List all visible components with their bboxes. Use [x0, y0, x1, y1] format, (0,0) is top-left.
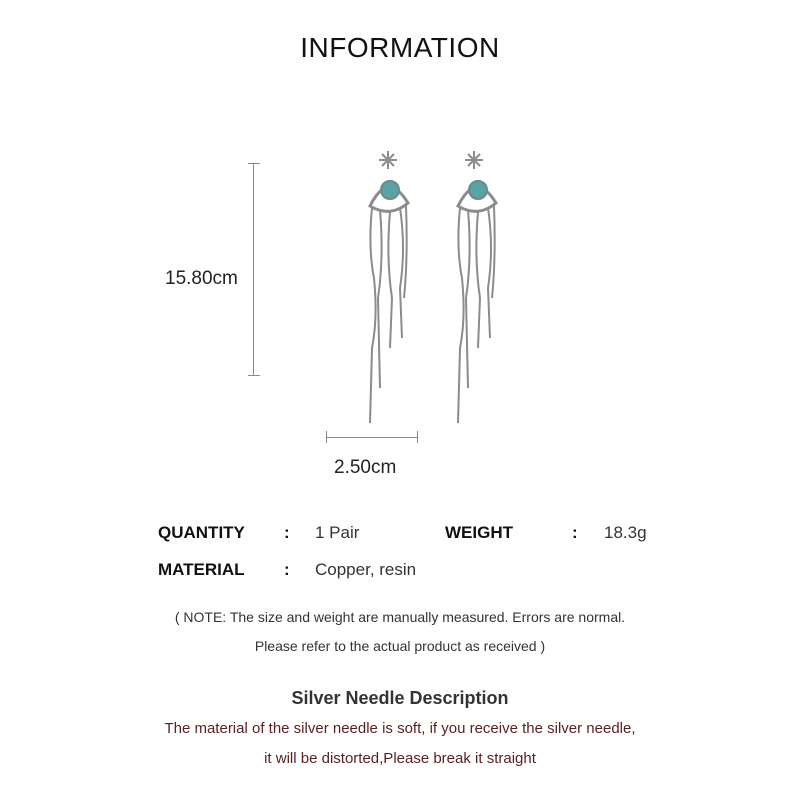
height-dimension-line	[248, 163, 260, 376]
note-line-2: Please refer to the actual product as received )	[254, 638, 546, 654]
earring-left	[370, 151, 408, 423]
page-title: INFORMATION	[300, 32, 500, 63]
material-label: MATERIAL	[158, 560, 245, 579]
height-label: 15.80cm	[165, 268, 238, 289]
width-line	[326, 437, 418, 438]
earrings-image	[350, 148, 500, 428]
silver-needle-line-2: it will be distorted,Please break it straight	[264, 750, 536, 767]
weight-label: WEIGHT	[445, 523, 513, 542]
width-label: 2.50cm	[334, 457, 397, 478]
width-cap-right	[417, 431, 418, 443]
weight-value: 18.3g	[604, 523, 647, 542]
height-line	[253, 163, 254, 376]
height-cap-bottom	[248, 375, 260, 376]
width-dimension-line	[326, 431, 418, 443]
silver-needle-title: Silver Needle Description	[291, 688, 509, 708]
material-value: Copper, resin	[315, 560, 417, 579]
height-cap-top	[248, 163, 260, 164]
quantity-separator: :	[284, 523, 290, 542]
earring-right	[458, 151, 496, 423]
quantity-value: 1 Pair	[315, 523, 360, 542]
quantity-label: QUANTITY	[158, 523, 245, 542]
note-line-1: ( NOTE: The size and weight are manually measured. Errors are normal.	[174, 609, 626, 625]
silver-needle-line-1: The material of the silver needle is soft, if you receive the silver needle,	[164, 720, 636, 737]
material-separator: :	[284, 560, 290, 579]
weight-separator: :	[572, 523, 578, 542]
